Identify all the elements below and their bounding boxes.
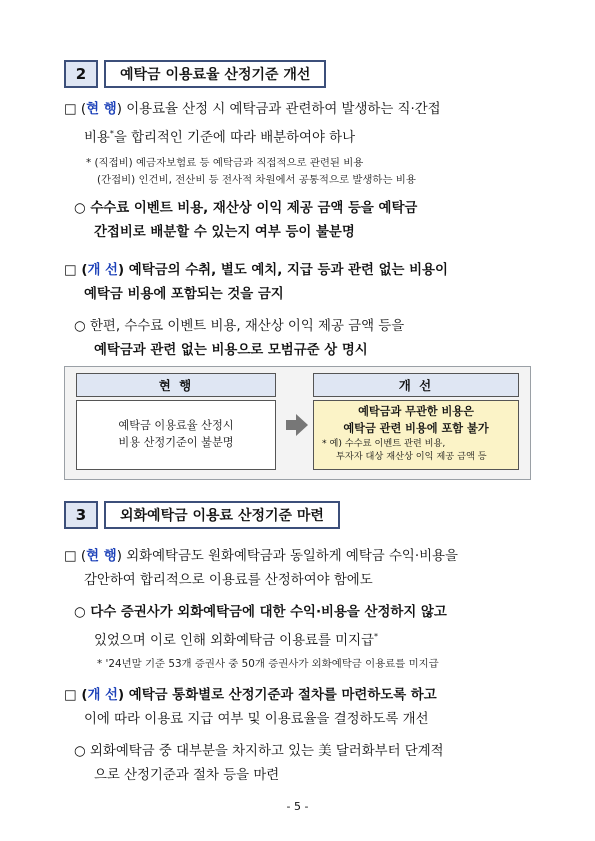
s2-current-line2 bbox=[84, 125, 355, 147]
s2-note-indirect: (간접비) 인건비, 전산비 등 전사적 차원에서 공통적으로 발생하는 비용 bbox=[97, 174, 416, 186]
diagram-left-text1: 예탁금 이용료율 산정시 bbox=[118, 419, 234, 432]
diagram-left-text2: 비용 산정기준이 불분명 bbox=[118, 436, 234, 449]
s2-note-direct: * (직접비) 예금자보험료 등 예탁금과 직접적으로 관련된 비용 bbox=[86, 157, 364, 169]
diagram-left-header: 현 행 bbox=[76, 373, 276, 397]
diagram-right-box bbox=[313, 400, 519, 470]
s2-current-line1: □ (현 행) 이용료율 산정 시 예탁금과 관련하여 발생하는 직·간접 bbox=[64, 102, 441, 117]
s3-bullet1-text2: 있었으며 이로 인해 외화예탁금 이용료를 미지급 bbox=[94, 633, 374, 649]
s3-improve-line2: 이에 따라 이용료 지급 여부 및 이용료율을 결정하도록 개선 bbox=[84, 712, 429, 727]
s3-improve-text1: 예탁금 통화별로 산정기준과 절차를 마련하도록 하고 bbox=[128, 688, 437, 703]
s2-bullet2-line1 bbox=[74, 318, 404, 336]
s3-improve-line1: □ (개 선) 예탁금 통화별로 산정기준과 절차를 마련하도록 하고 bbox=[64, 688, 437, 703]
s3-current-line1: □ (현 행) 외화예탁금도 원화예탁금과 동일하게 예탁금 수익·비용을 bbox=[64, 549, 458, 564]
s2-current-tag: 현 행 bbox=[86, 102, 117, 117]
footnote-mark: * bbox=[109, 129, 114, 138]
s3-bullet2-line2: 으로 산정기준과 절차 등을 마련 bbox=[94, 768, 280, 783]
diagram-right-note2: 투자자 대상 재산상 이익 제공 금액 등 bbox=[336, 451, 487, 462]
s2-current-text2b: 을 합리적인 기준에 따라 배분하여야 하나 bbox=[113, 130, 356, 146]
s3-bullet2-text1: 외화예탁금 중 대부분을 차지하고 있는 美 달러화부터 단계적 bbox=[89, 744, 444, 759]
checkbox-square-icon: □ bbox=[64, 263, 77, 278]
s2-improve-text1: 예탁금의 수취, 별도 예치, 지급 등과 관련 없는 비용이 bbox=[128, 263, 448, 278]
s3-improve-tag: 개 선 bbox=[87, 688, 118, 703]
section-2-title: 예탁금 이용료율 산정기준 개선 bbox=[104, 60, 326, 88]
s3-note: * '24년말 기준 53개 증권사 중 50개 증권사가 외화예탁금 이용료를 미지급 bbox=[97, 658, 439, 670]
diagram-left-box bbox=[76, 400, 276, 470]
checkbox-square-icon: □ bbox=[64, 102, 77, 117]
s3-current-text1: 외화예탁금도 원화예탁금과 동일하게 예탁금 수익·비용을 bbox=[126, 549, 458, 564]
s2-improve-tag: 개 선 bbox=[87, 263, 118, 278]
s2-bullet1-line2: 간접비로 배분할 수 있는지 여부 등이 불분명 bbox=[94, 225, 355, 240]
diagram-right-text2: 예탁금 관련 비용에 포함 불가 bbox=[343, 422, 489, 435]
right-arrow-icon bbox=[286, 414, 308, 436]
s2-bullet1-line1 bbox=[74, 200, 417, 218]
circle-bullet-icon: ○ bbox=[74, 744, 86, 759]
s2-current-text1: 이용료율 산정 시 예탁금과 관련하여 발생하는 직·간접 bbox=[126, 102, 441, 117]
s3-current-tag: 현 행 bbox=[86, 549, 117, 564]
checkbox-square-icon: □ bbox=[64, 688, 77, 703]
section-3-number: 3 bbox=[64, 501, 98, 529]
s2-bullet2-text1: 한편, 수수료 이벤트 비용, 재산상 이익 제공 금액 등을 bbox=[89, 319, 405, 334]
circle-bullet-icon: ○ bbox=[74, 201, 86, 216]
diagram-right-header: 개 선 bbox=[313, 373, 519, 397]
diagram-right-text1: 예탁금과 무관한 비용은 bbox=[358, 405, 474, 418]
footnote-mark: * bbox=[374, 632, 378, 641]
s3-bullet1-line2 bbox=[94, 628, 378, 650]
s3-current-line2: 감안하여 합리적으로 이용료를 산정하여야 함에도 bbox=[84, 573, 373, 588]
circle-bullet-icon: ○ bbox=[74, 319, 86, 334]
s2-improve-line1: □ (개 선) 예탁금의 수취, 별도 예치, 지급 등과 관련 없는 비용이 bbox=[64, 263, 448, 278]
section-2-header bbox=[64, 60, 326, 88]
checkbox-square-icon: □ bbox=[64, 549, 77, 564]
s3-bullet2-line1 bbox=[74, 743, 444, 761]
s2-current-text2a: 비용 bbox=[84, 130, 110, 146]
s2-bullet1-text1: 수수료 이벤트 비용, 재산상 이익 제공 금액 등을 예탁금 bbox=[90, 201, 418, 216]
s2-bullet2-line2: 예탁금과 관련 없는 비용으로 모범규준 상 명시 bbox=[94, 343, 368, 358]
diagram-right-note1: * 예) 수수료 이벤트 관련 비용, bbox=[322, 438, 446, 449]
s2-improve-line2: 예탁금 비용에 포함되는 것을 금지 bbox=[84, 287, 284, 302]
section-3-header bbox=[64, 501, 340, 529]
s3-bullet1-text1: 다수 증권사가 외화예탁금에 대한 수익·비용을 산정하지 않고 bbox=[90, 605, 447, 620]
s3-bullet1-line1 bbox=[74, 604, 447, 622]
page-number: - 5 - bbox=[286, 800, 309, 813]
circle-bullet-icon: ○ bbox=[74, 605, 86, 620]
section-3-title: 외화예탁금 이용료 산정기준 마련 bbox=[104, 501, 340, 529]
section-2-number: 2 bbox=[64, 60, 98, 88]
